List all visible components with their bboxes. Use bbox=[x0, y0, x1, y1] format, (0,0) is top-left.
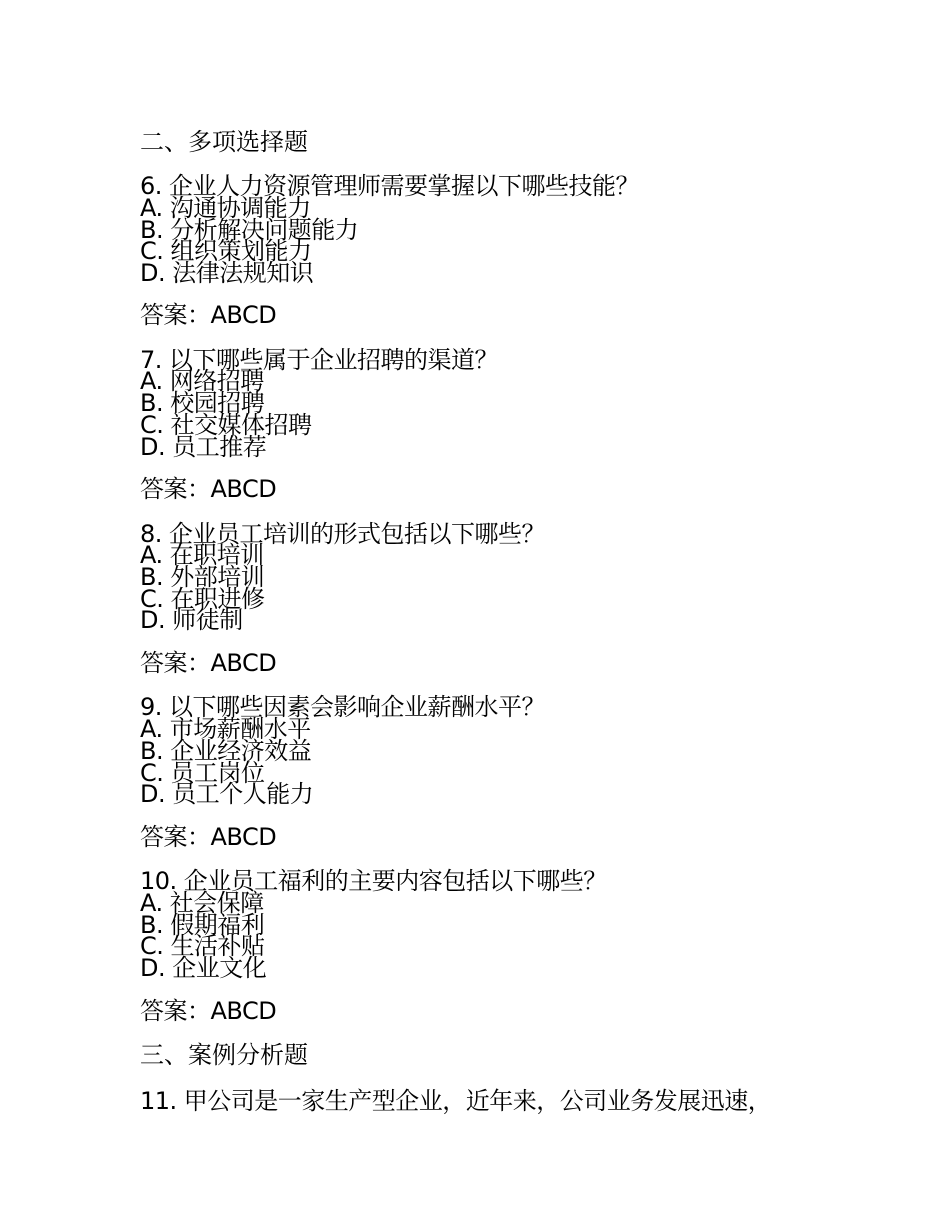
option-d: D. 员工个人能力 bbox=[140, 780, 314, 808]
option-c: C. 组织策划能力 bbox=[140, 237, 312, 265]
option-b: B. 假期福利 bbox=[140, 911, 265, 939]
option-b: B. 外部培训 bbox=[140, 563, 265, 591]
option-a: A. 市场薪酬水平 bbox=[140, 715, 311, 743]
option-c: C. 生活补贴 bbox=[140, 932, 265, 960]
question-stem: 7. 以下哪些属于企业招聘的渠道？ bbox=[140, 346, 499, 374]
option-a: A. 社会保障 bbox=[140, 889, 264, 917]
case-question-text: 11. 甲公司是一家生产型企业，近年来，公司业务发展迅速， bbox=[140, 1087, 772, 1115]
section-heading-multiple-choice: 二、多项选择题 bbox=[140, 128, 308, 156]
option-b: B. 校园招聘 bbox=[140, 389, 265, 417]
question-stem: 9. 以下哪些因素会影响企业薪酬水平？ bbox=[140, 693, 546, 721]
section-heading-case-analysis: 三、案例分析题 bbox=[140, 1041, 308, 1069]
option-b: B. 企业经济效益 bbox=[140, 737, 312, 765]
option-b: B. 分析解决问题能力 bbox=[140, 216, 359, 244]
option-c: C. 社交媒体招聘 bbox=[140, 411, 312, 439]
question-stem: 6. 企业人力资源管理师需要掌握以下哪些技能？ bbox=[140, 172, 640, 200]
answer: 答案：ABCD bbox=[140, 649, 277, 677]
answer: 答案：ABCD bbox=[140, 823, 277, 851]
answer: 答案：ABCD bbox=[140, 997, 277, 1025]
question-stem: 10. 企业员工福利的主要内容包括以下哪些？ bbox=[140, 867, 607, 895]
option-d: D. 企业文化 bbox=[140, 954, 267, 982]
option-a: A. 网络招聘 bbox=[140, 367, 264, 395]
option-c: C. 在职进修 bbox=[140, 585, 265, 613]
option-a: A. 沟通协调能力 bbox=[140, 194, 311, 222]
option-d: D. 师徒制 bbox=[140, 606, 243, 634]
question-stem: 8. 企业员工培训的形式包括以下哪些？ bbox=[140, 520, 546, 548]
option-c: C. 员工岗位 bbox=[140, 759, 265, 787]
option-d: D. 法律法规知识 bbox=[140, 259, 314, 287]
answer: 答案：ABCD bbox=[140, 475, 277, 503]
option-d: D. 员工推荐 bbox=[140, 433, 267, 461]
option-a: A. 在职培训 bbox=[140, 541, 264, 569]
answer: 答案：ABCD bbox=[140, 301, 277, 329]
